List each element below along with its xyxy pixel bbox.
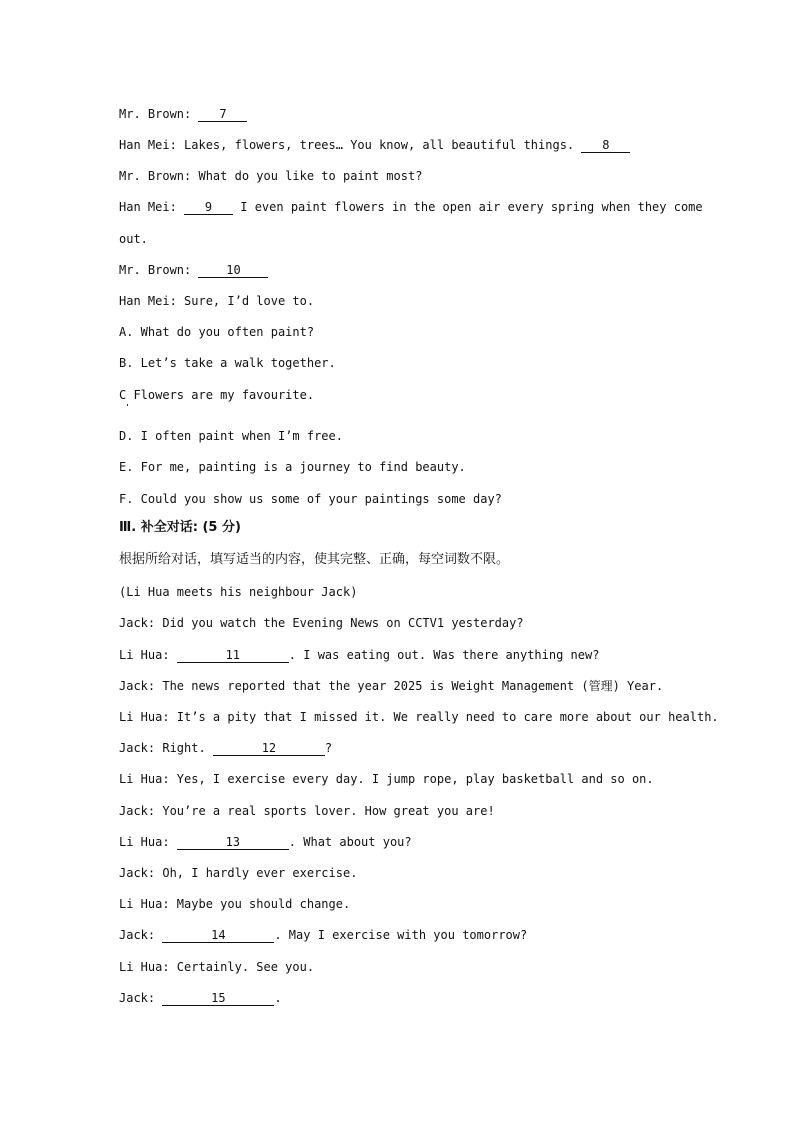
dialogue-line-8 [119,137,630,153]
answer-blank-7[interactable]: 7 [198,107,247,122]
option-a: A. What do you often paint? [119,325,315,339]
dialogue-continuation: ? [324,741,333,755]
dialogue-context: (Li Hua meets his neighbour Jack) [119,585,358,599]
dialogue-line: Li Hua: It’s a pity that I missed it. We really need to care more about our health. [119,710,719,724]
speaker-text: Han Mei: [119,200,185,214]
speaker-text: Mr. Brown: [119,263,199,277]
section-instruction: 根据所给对话，填写适当的内容，使其完整、正确，每空词数不限。 [119,552,510,567]
answer-blank-9[interactable]: 9 [184,200,233,215]
dialogue-line-12 [119,740,332,756]
dialogue-line-15 [119,990,282,1006]
dialogue-line: Li Hua: Yes, I exercise every day. I jump rope, play basketball and so on. [119,772,654,786]
speaker-text: Jack: Right. [119,741,213,755]
answer-blank-12[interactable]: 12 [213,741,325,756]
section-heading: Ⅲ. 补全对话: (5 分) [119,520,241,535]
option-c: C Flowers are my favourite. [119,388,315,402]
speaker-text: Jack: [119,991,163,1005]
dialogue-line-14 [119,927,527,943]
option-e: E. For me, painting is a journey to find beauty. [119,460,466,474]
dialogue-line-10 [119,262,268,278]
dialogue-line-9 [119,199,703,215]
option-b: B. Let’s take a walk together. [119,356,336,370]
dialogue-line: Mr. Brown: What do you like to paint most? [119,169,423,183]
answer-blank-11[interactable]: 11 [177,648,289,663]
stray-mark [127,404,128,406]
answer-blank-14[interactable]: 14 [162,928,274,943]
dialogue-continuation: . I was eating out. Was there anything new? [288,648,600,662]
dialogue-continuation: I even paint flowers in the open air every spring when they come [233,200,703,214]
dialogue-line-11 [119,647,599,663]
speaker-text: Jack: [119,928,163,942]
dialogue-continuation: . What about you? [288,835,412,849]
dialogue-line: Jack: You’re a real sports lover. How great you are! [119,804,495,818]
dialogue-line: Li Hua: Certainly. See you. [119,960,315,974]
dialogue-line: Jack: The news reported that the year 2025 is Weight Management (管理) Year. [119,679,664,693]
dialogue-continuation: . [274,991,282,1005]
dialogue-line-13 [119,834,412,850]
answer-blank-15[interactable]: 15 [162,991,274,1006]
dialogue-line-7 [119,106,247,122]
speaker-text: Li Hua: [119,648,177,662]
dialogue-line: Han Mei: Sure, I’d love to. [119,294,315,308]
answer-blank-13[interactable]: 13 [177,835,289,850]
dialogue-line: Jack: Did you watch the Evening News on CCTV1 yesterday? [119,616,524,630]
speaker-text: Li Hua: [119,835,177,849]
dialogue-continuation: . May I exercise with you tomorrow? [274,928,528,942]
dialogue-line: Li Hua: Maybe you should change. [119,897,351,911]
dialogue-line: out. [119,232,148,246]
answer-blank-10[interactable]: 10 [198,263,268,278]
speaker-text: Han Mei: Lakes, flowers, trees… You know, all beautiful things. [119,138,582,152]
option-d: D. I often paint when I’m free. [119,429,343,443]
answer-blank-8[interactable]: 8 [581,138,630,153]
speaker-text: Mr. Brown: [119,107,199,121]
option-f: F. Could you show us some of your paintings some day? [119,492,502,506]
dialogue-line: Jack: Oh, I hardly ever exercise. [119,866,358,880]
